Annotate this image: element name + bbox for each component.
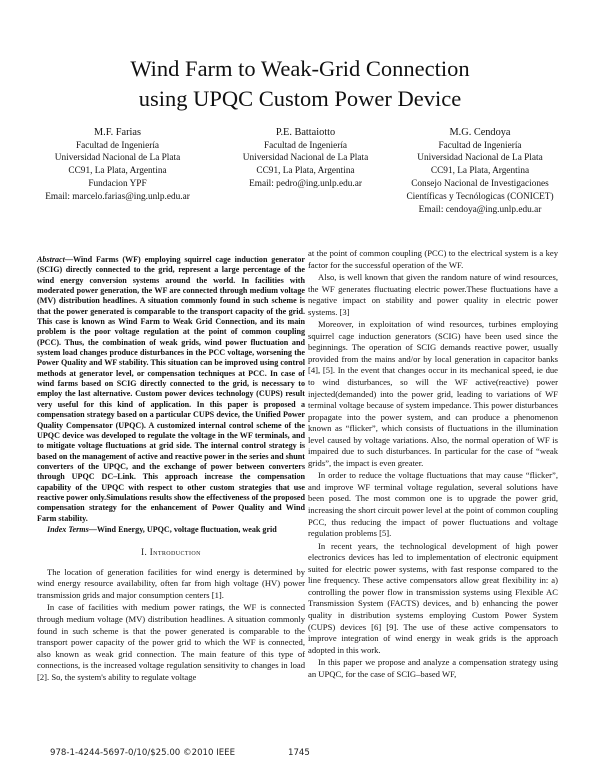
body-paragraph: In recent years, the technological development of high power electronics devices has led to implementation of electronic equipment suited for electric power systems, with fast response compared to the line frequency. These active compensators allow great flexibility in: a) controlling the power flow in transmission systems using Flexible AC Transmission System (FACTS) devices, and b) enhancing the power quality in distribution systems employing Custom Power System (CUPS) devices [6] [9]. The use of these active compensators to improve integration of wind energy in weak grids is the approach adopted in this work. (308, 540, 558, 655)
index-terms-text: —Wind Energy, UPQC, voltage fluctuation, weak grid (88, 524, 277, 534)
author-email: Email: cendoya@ing.unlp.edu.ar (418, 205, 542, 216)
title-line-1: Wind Farm to Weak-Grid Connection (130, 56, 470, 81)
author-email: Email: marcelo.farias@ing.unlp.edu.ar (45, 192, 190, 203)
author-affiliation: Universidad Nacional de La Plata (417, 153, 543, 164)
body-paragraph: In this paper we propose and analyze a compensation strategy using an UPQC, for the case of SCIG–based WF, (308, 657, 558, 679)
body-paragraph: In order to reduce the voltage fluctuations that may cause “flicker”, and improve WF terminal voltage regulation, several solutions have been posed. The most common one is to upgrade the power grid, increasing the short circuit power level at the point of common coupling PCC, thus reducing the impact of power fluctuations and voltage regulation problems [5]. (308, 470, 558, 539)
author-affiliation: Facultad de Ingeniería (263, 140, 348, 151)
author-affiliation: Universidad Nacional de La Plata (54, 153, 181, 164)
title-line-2: using UPQC Custom Power Device (138, 86, 462, 111)
author-affiliation: Fundacion YPF (88, 179, 147, 190)
author-email: Email: pedro@ing.unlp.edu.ar (249, 179, 362, 190)
index-terms-label: Index Terms (47, 524, 89, 534)
author-affiliation: Universidad Nacional de La Plata (242, 153, 369, 164)
right-column (308, 248, 558, 680)
body-paragraph: The location of generation facilities for wind energy is determined by wind energy resource availability, often far from high voltage (HV) power transmission grids and major consumption centers [1]. (37, 566, 305, 600)
section-heading: I. Introduction (141, 547, 201, 558)
author-1 (30, 126, 205, 204)
index-terms (37, 525, 305, 535)
author-affiliation: CC91, La Plata, Argentina (430, 166, 530, 177)
author-affiliation: Facultad de Ingeniería (438, 140, 522, 151)
author-affiliation: Consejo Nacional de Investigaciones (411, 179, 549, 190)
author-3 (390, 126, 570, 217)
abstract-text: —Wind Farms (WF) employing squirrel cage induction generator (SCIG) directly connected to the grid, represent a large percentage of the wind energy conversion systems around the world. In facilities with moderated power generation, the WF are connected through medium voltage (MV) distribution headlines. A situation commonly found in such scheme is that the power generated is comparable to the transport capacity of the grid. This case is known as Wind Farm to Weak Grid Connection, and its main problem is the poor voltage regulation at the point of common coupling (PCC). Thus, the combination of weak grids, wind power fluctuation and system load changes produce disturbances in the PCC voltage, worsening the Power Quality and WF stability. This situation can be improved using control methods at generator level, or compensation techniques at PCC. In case of wind farms based on SCIG directly connected to the grid, is necessary to employ the last alternative. Custom power devices technology (CUPS) result very useful for this kind of application. In this paper is proposed a compensation strategy based on a particular CUPS device, the Unified Power Quality Compensator (UPQC). A customized internal control scheme of the UPQC device was developed to regulate the voltage in the WF terminals, and to mitigate voltage fluctuations at grid side. The internal control strategy is based on the management of active and reactive power in the series and shunt converters of the UPQC, and the exchange of power between converters through UPQC DC–Link. This approach increase the compensation capability of the UPQC with respect to other custom strategies that use reactive power only.Simulations results show the effectiveness of the proposed compensation strategy for the enhancement of Power Quality and Wind Farm stability. (37, 255, 305, 523)
author-name: M.G. Cendoya (449, 127, 511, 138)
page-number: 1745 (288, 748, 310, 758)
body-paragraph: Also, is well known that given the random nature of wind resources, the WF generates fluctuating electric power.These fluctuations have a negative impact on stability and power quality in electric power systems. [3] (308, 272, 558, 317)
abstract (37, 255, 305, 524)
author-name: P.E. Battaiotto (275, 127, 336, 138)
body-paragraph: Moreover, in exploitation of wind resources, turbines employing squirrel cage induction generators (SCIG) have been used since the beginnings. The operation of SCIG demands reactive power, usually provided from the mains and/or by local generation in capacitor banks [4], [5]. In the event that changes occur in its mechanical speed, ie due to wind disturbances, so will the WF active(reactive) power injected(demanded) into the power grid, leading to variations of WF terminal voltage because of system impedance. This power disturbances propagate into the power system, and can produce a phenomenon known as “flicker”, which consists of fluctuations in the illumination level caused by voltage variations. Also, the normal operation of WF is impaired due to such disturbances. In particular for the case of “weak grids”, the impact is even greater. (308, 319, 558, 468)
author-affiliation: Científicas y Tecnólogicas (CONICET) (406, 192, 554, 203)
body-paragraph: In case of facilities with medium power ratings, the WF is connected through medium voltage (MV) distribution headlines. A situation commonly found in such scheme is that the power generated is comparable to the transport power capacity of the power grid to which the WF is connected, also known as weak grid connection. The main feature of this type of connections, is the increased voltage regulation sensitivity to changes in load [2]. So, the system's ability to regulate voltage (37, 602, 305, 682)
abstract-label: Abstract (37, 255, 65, 264)
author-name: M.F. Farias (94, 127, 141, 138)
author-affiliation: Facultad de Ingeniería (75, 140, 160, 151)
left-column (37, 255, 305, 683)
footer-copyright: 978-1-4244-5697-0/10/$25.00 ©2010 IEEE (50, 748, 236, 758)
paper-title (40, 54, 560, 114)
author-2 (223, 126, 388, 191)
author-affiliation: CC91, La Plata, Argentina (256, 166, 355, 177)
body-paragraph: at the point of common coupling (PCC) to the electrical system is a key factor for the successful operation of the WF. (308, 248, 558, 270)
author-affiliation: CC91, La Plata, Argentina (68, 166, 167, 177)
